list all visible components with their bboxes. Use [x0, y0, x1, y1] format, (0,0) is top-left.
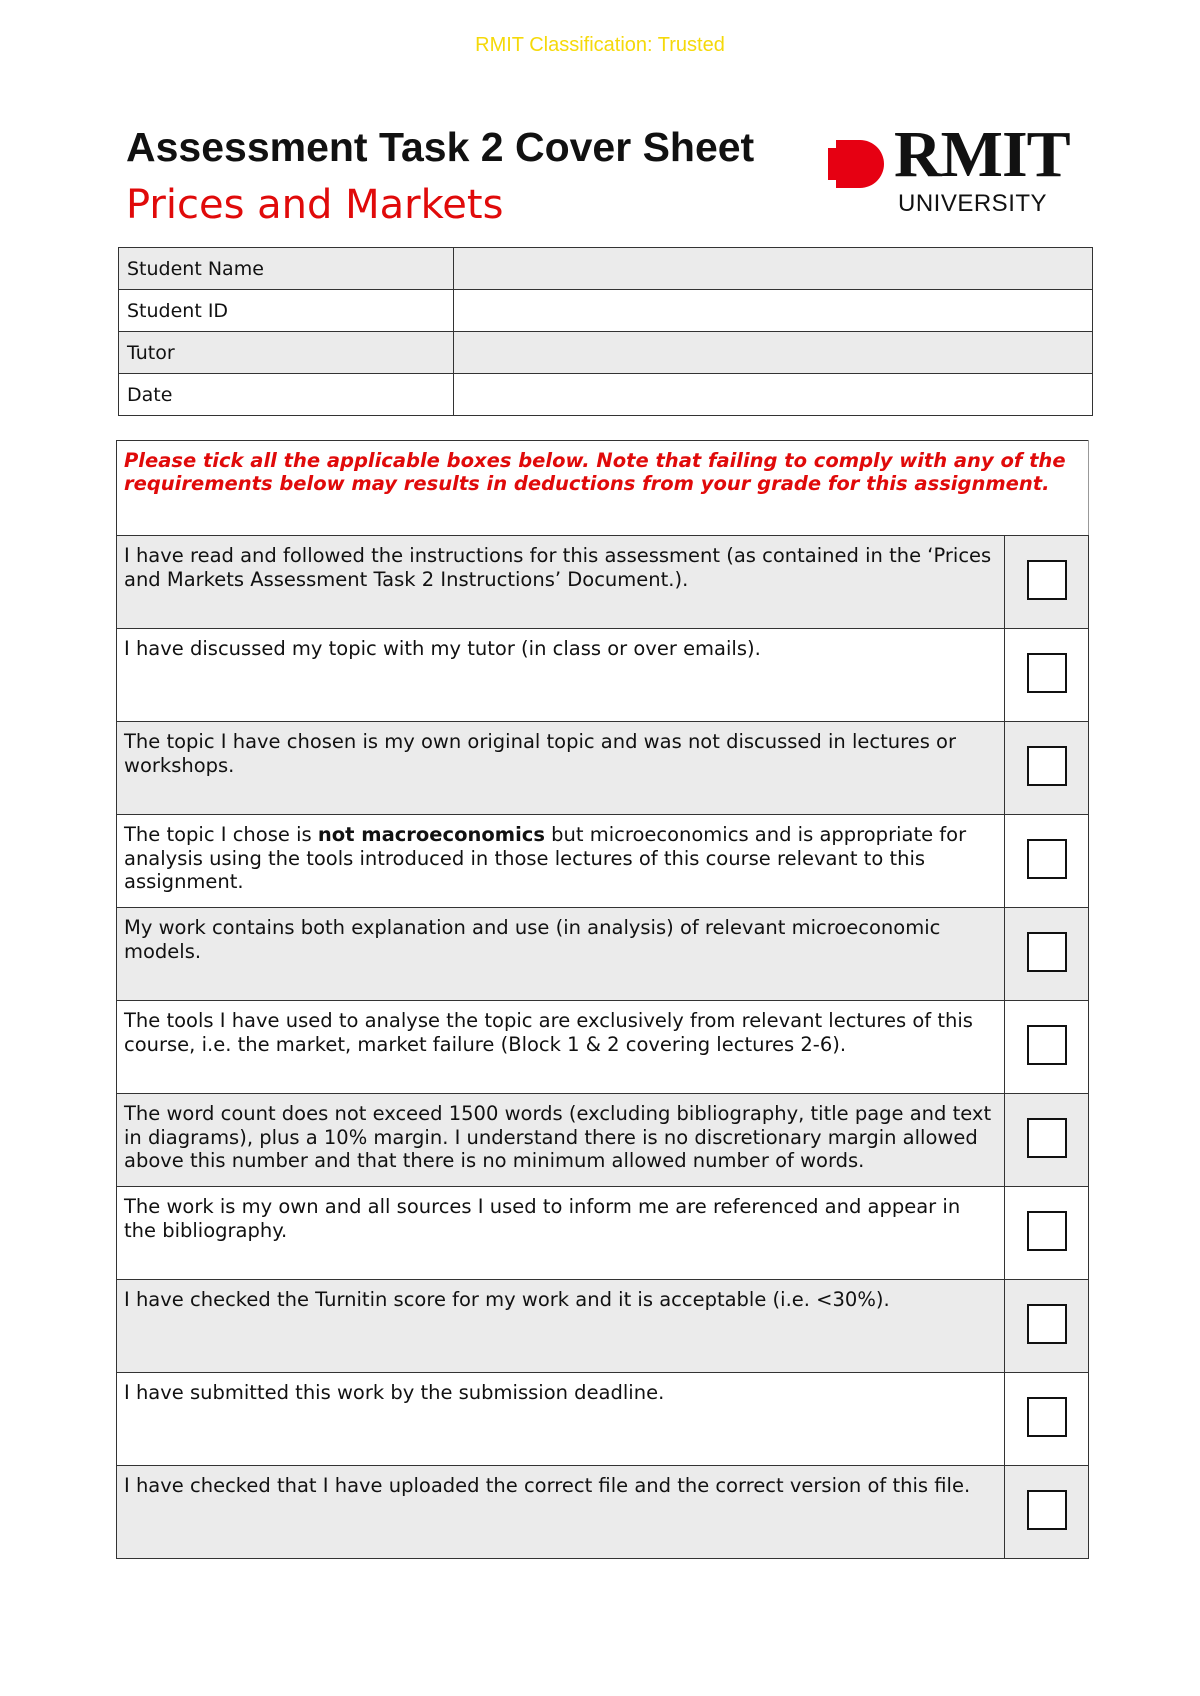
- student-name-label: Student Name: [119, 248, 454, 290]
- tutor-field[interactable]: [454, 332, 1093, 374]
- checklist-item-text: My work contains both explanation and use (in analysis) of relevant microeconomic models.: [117, 908, 1005, 1001]
- student-name-field[interactable]: [454, 248, 1093, 290]
- requirements-checklist: [116, 440, 1089, 1559]
- checklist-instruction: Please tick all the applicable boxes below. Note that failing to comply with any of the requirements below may results in deductions from your grade for this assignment.: [117, 441, 1089, 536]
- classification-label: RMIT Classification: Trusted: [475, 34, 725, 56]
- checklist-checkbox[interactable]: [1027, 746, 1067, 786]
- rmit-pixel-icon: [826, 136, 884, 192]
- checklist-item-text: I have read and followed the instructions for this assessment (as contained in the ‘Prices and Markets Assessment Task 2 Instructions’ Document.).: [117, 536, 1005, 629]
- checklist-item-text: I have submitted this work by the submission deadline.: [117, 1373, 1005, 1466]
- checklist-item-text: I have discussed my topic with my tutor (in class or over emails).: [117, 629, 1005, 722]
- checklist-checkbox[interactable]: [1027, 1025, 1067, 1065]
- checklist-row: [117, 629, 1089, 722]
- checklist-item-text: I have checked the Turnitin score for my work and it is acceptable (i.e. <30%).: [117, 1280, 1005, 1373]
- checklist-item-text: [117, 815, 1005, 908]
- item-text-after: but microeconomics and is appropriate for analysis using the tools introduced in those lectures of this course relevant to this assignment.: [124, 823, 967, 893]
- checklist-checkbox[interactable]: [1027, 560, 1067, 600]
- checklist-checkbox[interactable]: [1027, 1304, 1067, 1344]
- date-label: Date: [119, 374, 454, 416]
- checklist-item-text: I have checked that I have uploaded the correct file and the correct version of this file.: [117, 1466, 1005, 1559]
- info-row: [119, 248, 1093, 290]
- student-id-label: Student ID: [119, 290, 454, 332]
- tutor-label: Tutor: [119, 332, 454, 374]
- checklist-row: [117, 1187, 1089, 1280]
- checklist-row: [117, 908, 1089, 1001]
- item-text-before: The topic I chose is: [124, 823, 318, 846]
- student-id-field[interactable]: [454, 290, 1093, 332]
- rmit-logo: [826, 118, 1070, 220]
- checklist-item-text: The work is my own and all sources I used to inform me are referenced and appear in the bibliography.: [117, 1187, 1005, 1280]
- checklist-row: [117, 815, 1089, 908]
- logo-wordmark: RMIT: [894, 118, 1070, 191]
- checklist-checkbox[interactable]: [1027, 1397, 1067, 1437]
- page-title: Assessment Task 2 Cover Sheet: [126, 124, 755, 170]
- checklist-row: [117, 1094, 1089, 1187]
- checklist-item-text: The topic I have chosen is my own original topic and was not discussed in lectures or workshops.: [117, 722, 1005, 815]
- checklist-row: [117, 1373, 1089, 1466]
- checklist-checkbox[interactable]: [1027, 1490, 1067, 1530]
- checklist-checkbox[interactable]: [1027, 839, 1067, 879]
- checklist-item-text: The word count does not exceed 1500 words (excluding bibliography, title page and text in diagrams), plus a 10% margin. I understand there is no discretionary margin allowed above this number and that there is no minimum allowed number of words.: [117, 1094, 1005, 1187]
- page-subtitle: Prices and Markets: [126, 182, 504, 228]
- checklist-row: [117, 1280, 1089, 1373]
- checklist-row: [117, 1466, 1089, 1559]
- date-field[interactable]: [454, 374, 1093, 416]
- student-info-table: [118, 247, 1093, 416]
- checklist-checkbox[interactable]: [1027, 653, 1067, 693]
- checklist-checkbox[interactable]: [1027, 1118, 1067, 1158]
- checklist-row: [117, 1001, 1089, 1094]
- item-text-bold: not macroeconomics: [317, 823, 545, 846]
- checklist-row: [117, 536, 1089, 629]
- info-row: [119, 374, 1093, 416]
- checklist-row: [117, 722, 1089, 815]
- checklist-item-text: The tools I have used to analyse the topic are exclusively from relevant lectures of this course, i.e. the market, market failure (Block 1 & 2 covering lectures 2-6).: [117, 1001, 1005, 1094]
- info-row: [119, 332, 1093, 374]
- checklist-checkbox[interactable]: [1027, 1211, 1067, 1251]
- checklist-checkbox[interactable]: [1027, 932, 1067, 972]
- logo-university: UNIVERSITY: [898, 190, 1048, 217]
- info-row: [119, 290, 1093, 332]
